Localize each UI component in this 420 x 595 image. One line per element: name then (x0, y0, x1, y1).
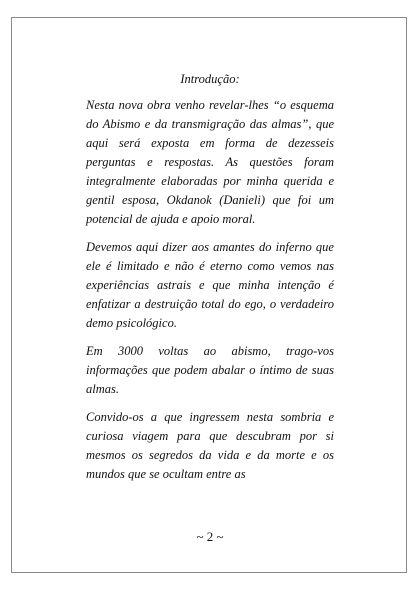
page-number: ~ 2 ~ (196, 529, 224, 544)
paragraph-2: Devemos aqui dizer aos amantes do inferno que ele é limitado e não é eterno como vemos nas experiências astrais e que minha intenção é enfatizar a destruição total do ego, o verdadeiro demo psicológico. (86, 240, 334, 330)
section-heading: Introdução: (180, 72, 240, 86)
paragraph-4: Convido-os a que ingressem nesta sombria e curiosa viagem para que descubram por si mesmos os segredos da vida e da morte e os mundos que se ocultam entre as (86, 410, 334, 481)
paragraph-3: Em 3000 voltas ao abismo, trago-vos informações que podem abalar o íntimo de suas almas. (86, 344, 334, 396)
paragraph-1: Nesta nova obra venho revelar-lhes “o esquema do Abismo e da transmigração das almas”, que aqui será exposta em forma de dezesseis perguntas e respostas. As questões foram integralmente elaboradas por minha querida e gentil esposa, Okdanok (Danieli) que foi um potencial de ajuda e apoio moral. (86, 98, 334, 226)
page-content (86, 70, 334, 493)
